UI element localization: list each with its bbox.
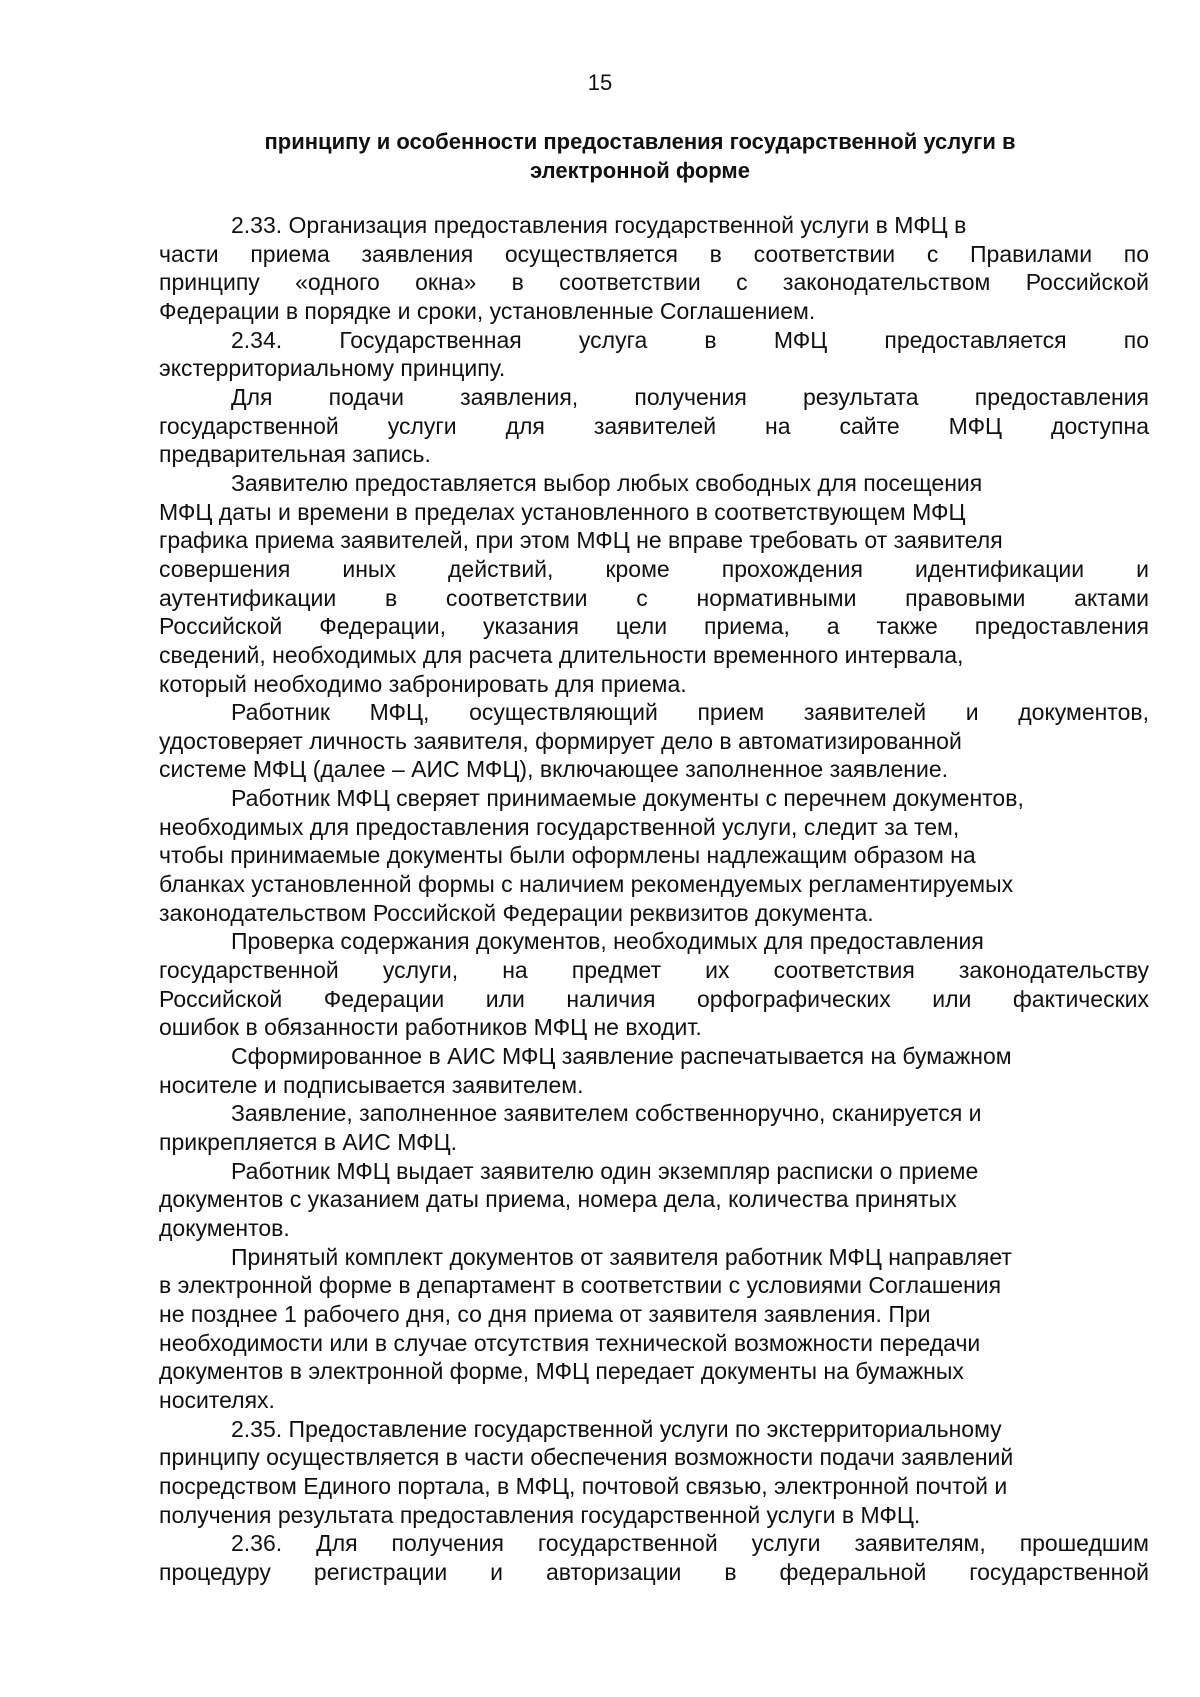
text-line: посредством Единого портала, в МФЦ, почтовой связью, электронной почтой и (159, 1472, 1008, 1499)
heading-line: электронной форме (530, 157, 750, 183)
text-line: не позднее 1 рабочего дня, со дня приема от заявителя заявления. При (159, 1300, 931, 1327)
text-line: необходимости или в случае отсутствия технической возможности передачи (159, 1329, 981, 1356)
text-line: системе МФЦ (далее – АИС МФЦ), включающее заполненное заявление. (159, 756, 949, 783)
text-line: принципу «одного окна» в соответствии с законодательством Российской (159, 269, 1149, 296)
text-line: Работник МФЦ выдает заявителю один экземпляр расписки о приеме (231, 1157, 979, 1184)
text-line: 2.33. Организация предоставления государственной услуги в МФЦ в (231, 212, 967, 238)
text-line: процедуру регистрации и авторизации в федеральной государственной (159, 1558, 1149, 1585)
text-line: который необходимо забронировать для приема. (159, 670, 687, 697)
text-line: Проверка содержания документов, необходимых для предоставления (231, 928, 984, 955)
text-line: МФЦ даты и времени в пределах установленного в соответствующем МФЦ (159, 498, 966, 525)
text-line: документов. (159, 1214, 290, 1241)
text-line: Российской Федерации или наличия орфографических или фактических (159, 985, 1149, 1012)
text-line: Заявление, заполненное заявителем собственноручно, сканируется и (231, 1100, 982, 1127)
text-line: в электронной форме в департамент в соответствии с условиями Соглашения (159, 1272, 1002, 1299)
document-body (159, 211, 1149, 1587)
text-line: совершения иных действий, кроме прохождения идентификации и (159, 555, 1149, 582)
text-line: удостоверяет личность заявителя, формирует дело в автоматизированной (159, 727, 962, 754)
text-line: прикрепляется в АИС МФЦ. (159, 1129, 457, 1155)
text-line: Принятый комплект документов от заявителя работник МФЦ направляет (231, 1243, 1012, 1270)
text-line: 2.36. Для получения государственной услуги заявителям, прошедшим (231, 1530, 1149, 1557)
text-line: Заявителю предоставляется выбор любых свободных для посещения (231, 469, 983, 496)
text-line: необходимых для предоставления государственной услуги, следит за тем, (159, 813, 960, 840)
text-line: Для подачи заявления, получения результата предоставления (231, 383, 1149, 410)
text-line: Сформированное в АИС МФЦ заявление распечатывается на бумажном (231, 1043, 1012, 1070)
text-line: экстерриториальному принципу. (159, 355, 506, 382)
text-line: чтобы принимаемые документы были оформлены надлежащим образом на (159, 842, 976, 869)
section-heading (160, 128, 1120, 185)
text-line: предварительная запись. (159, 441, 431, 468)
text-line: сведений, необходимых для расчета длительности временного интервала, (159, 641, 964, 668)
text-line: части приема заявления осуществляется в соответствии с Правилами по (159, 240, 1149, 267)
text-line: 2.35. Предоставление государственной услуги по экстерриториальному (231, 1415, 1002, 1442)
text-line: получения результата предоставления государственной услуги в МФЦ. (159, 1501, 921, 1528)
text-line: носителях. (159, 1386, 275, 1413)
text-line: законодательством Российской Федерации реквизитов документа. (159, 899, 874, 926)
text-line: 2.34. Государственная услуга в МФЦ предоставляется по (231, 326, 1149, 353)
text-line: ошибок в обязанности работников МФЦ не входит. (159, 1014, 702, 1041)
text-line: государственной услуги, на предмет их соответствия законодательству (159, 957, 1149, 984)
heading-line: принципу и особенности предоставления государственной услуги в (264, 129, 1016, 154)
text-line: аутентификации в соответствии с нормативными правовыми актами (159, 584, 1149, 611)
text-line: документов с указанием даты приема, номера дела, количества принятых (159, 1186, 957, 1213)
text-line: Федерации в порядке и сроки, установленные Соглашением. (159, 297, 816, 324)
text-line: принципу осуществляется в части обеспечения возможности подачи заявлений (159, 1444, 1014, 1471)
text-line: государственной услуги для заявителей на сайте МФЦ доступна (159, 412, 1149, 439)
text-line: носителе и подписывается заявителем. (159, 1071, 584, 1098)
text-line: документов в электронной форме, МФЦ передает документы на бумажных (159, 1358, 964, 1385)
text-line: Российской Федерации, указания цели приема, а также предоставления (159, 613, 1149, 640)
page-number: 15 (587, 70, 613, 95)
text-line: графика приема заявителей, при этом МФЦ не вправе требовать от заявителя (159, 527, 1003, 554)
text-line: Работник МФЦ сверяет принимаемые документы с перечнем документов, (231, 785, 1024, 812)
text-line: Работник МФЦ, осуществляющий прием заявителей и документов, (231, 699, 1149, 726)
text-line: бланках установленной формы с наличием рекомендуемых регламентируемых (159, 871, 1014, 898)
